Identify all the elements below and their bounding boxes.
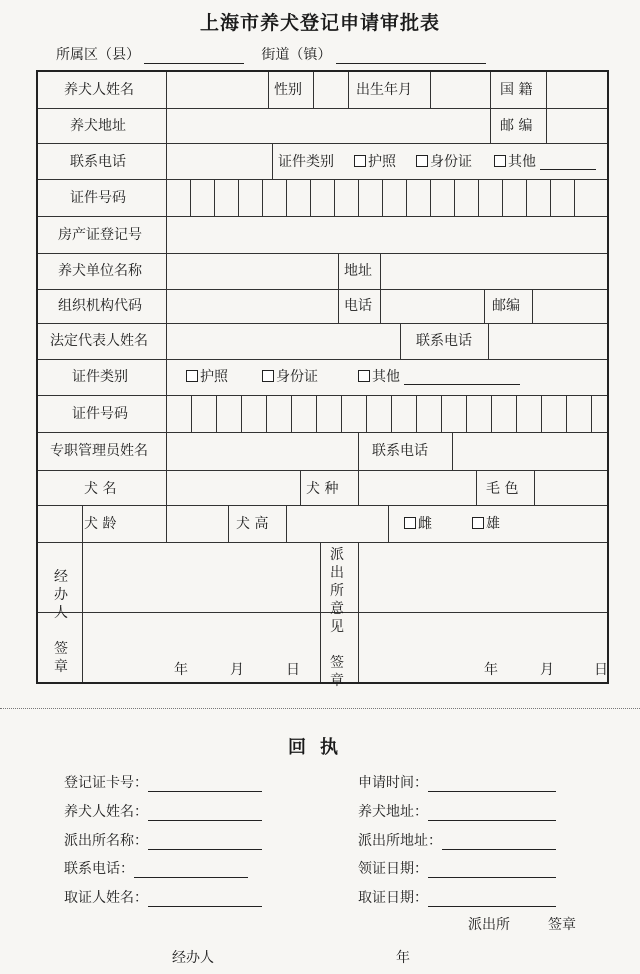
label-height: 犬 高: [236, 516, 269, 532]
label-manager-name: 专职管理员姓名: [50, 443, 148, 459]
grid-line: [454, 179, 455, 216]
grid-line: [291, 395, 292, 432]
police-opinion-label: [328, 546, 346, 690]
handler-char: [52, 622, 70, 640]
grid-line: [366, 395, 367, 432]
grid-line: [516, 395, 517, 432]
checkbox-male[interactable]: [472, 516, 500, 532]
tear-line: [0, 708, 640, 709]
grid-line: [534, 470, 535, 505]
label-id-type2: 证件类别: [72, 369, 128, 385]
grid-line: [266, 395, 267, 432]
grid-line: [166, 432, 167, 470]
grid-line: [400, 323, 401, 359]
grid-line: [416, 395, 417, 432]
checkbox-box[interactable]: [416, 155, 428, 167]
grid-line: [166, 289, 167, 323]
form-title: 上海市养犬登记申请审批表: [199, 12, 440, 34]
grid-line: [241, 395, 242, 432]
receipt-station: 派出所: [468, 917, 510, 933]
grid-line: [214, 179, 215, 216]
checkbox-label: 其他: [372, 369, 400, 385]
receipt-year: 年: [396, 950, 410, 966]
grid-line: [358, 432, 359, 470]
grid-line: [228, 505, 229, 542]
police-char: 见: [330, 619, 344, 635]
checkbox-box[interactable]: [494, 155, 506, 167]
grid-line: [338, 289, 339, 323]
label-id-number2: 证件号码: [72, 406, 128, 422]
grid-line: [546, 72, 547, 108]
receipt-title: 回执: [288, 737, 352, 758]
checkbox-label: 身份证: [430, 154, 472, 170]
other-id-input2[interactable]: [404, 372, 520, 385]
receipt-collect-date: 取证日期：: [358, 887, 556, 907]
grid-line: [166, 470, 167, 505]
street-label: 街道（镇）: [261, 47, 332, 63]
apply-time-input[interactable]: [428, 777, 556, 792]
grid-line: [430, 72, 431, 108]
police-char: 签: [330, 655, 344, 671]
police-month: 月: [540, 662, 554, 678]
label-nationality: 国 籍: [500, 82, 533, 98]
grid-line: [38, 289, 607, 290]
grid-line: [348, 72, 349, 108]
label-postcode2: 邮编: [492, 298, 520, 314]
receipt-phone: 联系电话：: [64, 858, 248, 878]
checkbox-other[interactable]: [494, 154, 596, 170]
handler-char: 经: [54, 569, 68, 585]
grid-line: [591, 395, 592, 432]
receipt-apply-time: 申请时间：: [358, 772, 556, 792]
grid-line: [358, 179, 359, 216]
checkbox-other2[interactable]: [358, 369, 520, 385]
label-contact-phone2: 联系电话: [372, 443, 428, 459]
grid-line: [490, 72, 491, 108]
grid-line: [491, 395, 492, 432]
police-char: 章: [330, 673, 344, 689]
handler-signature-label: [52, 568, 70, 676]
label-org-code: 组织机构代码: [58, 298, 142, 314]
label-owner-name: 养犬人姓名: [64, 82, 134, 98]
grid-line: [488, 323, 489, 359]
label-coat: 毛 色: [486, 481, 519, 497]
grid-line: [380, 253, 381, 289]
label-age: 犬 龄: [84, 516, 117, 532]
street-input[interactable]: [336, 49, 486, 64]
label-legal-rep: 法定代表人姓名: [50, 333, 148, 349]
grid-line: [313, 72, 314, 108]
grid-line: [238, 179, 239, 216]
checkbox-box[interactable]: [358, 370, 370, 382]
police-char: [328, 636, 346, 654]
handler-char: 办: [54, 587, 68, 603]
label-gender: 性别: [274, 82, 302, 98]
grid-line: [191, 395, 192, 432]
checkbox-box[interactable]: [354, 155, 366, 167]
label-owner-address: 养犬地址: [70, 118, 126, 134]
grid-line: [38, 470, 607, 471]
grid-line: [466, 395, 467, 432]
grid-line: [574, 179, 575, 216]
grid-line: [262, 179, 263, 216]
grid-line: [358, 470, 359, 505]
grid-line: [38, 253, 607, 254]
receipt-seal: 签章: [548, 917, 576, 933]
label-tel: 电话: [344, 298, 372, 314]
receipt-owner-name: 养犬人姓名：: [64, 801, 262, 821]
label-id-number: 证件号码: [70, 190, 126, 206]
checkbox-label: 其他: [508, 154, 536, 170]
grid-line: [166, 216, 167, 253]
grid-line: [166, 108, 167, 143]
grid-line: [502, 179, 503, 216]
grid-line: [341, 395, 342, 432]
label-birth: 出生年月: [356, 82, 412, 98]
police-char: 出: [330, 565, 344, 581]
grid-line: [441, 395, 442, 432]
grid-line: [300, 470, 301, 505]
checkbox-label: 雌: [418, 516, 432, 532]
grid-line: [388, 505, 389, 542]
grid-line: [316, 395, 317, 432]
checkbox-label: 雄: [486, 516, 500, 532]
grid-line: [526, 179, 527, 216]
grid-line: [190, 179, 191, 216]
station-address-input[interactable]: [442, 835, 556, 850]
label-unit-name: 养犬单位名称: [58, 263, 142, 279]
grid-line: [38, 216, 607, 217]
grid-line: [320, 542, 321, 682]
receipt-phone-input[interactable]: [134, 863, 248, 878]
checkbox-box[interactable]: [262, 370, 274, 382]
receipt-owner-address: 养犬地址：: [358, 801, 556, 821]
grid-line: [166, 395, 167, 432]
application-table: [36, 70, 609, 689]
checkbox-passport[interactable]: [354, 154, 396, 170]
grid-line: [38, 395, 607, 396]
other-id-input[interactable]: [540, 157, 596, 170]
district-line: [56, 44, 486, 64]
grid-line: [391, 395, 392, 432]
grid-line: [358, 542, 359, 682]
label-address: 地址: [344, 263, 372, 279]
issue-date-input[interactable]: [428, 863, 556, 878]
grid-line: [38, 359, 607, 360]
label-postcode: 邮 编: [500, 118, 533, 134]
checkbox-box[interactable]: [472, 517, 484, 529]
grid-line: [38, 432, 607, 433]
receipt-owner-address-input[interactable]: [428, 806, 556, 821]
grid-line: [216, 395, 217, 432]
card-no-input[interactable]: [148, 777, 262, 792]
label-id-type: 证件类别: [278, 154, 334, 170]
receipt-collector: 取证人姓名：: [64, 887, 262, 907]
receipt-issue-date: 领证日期：: [358, 858, 556, 878]
handler-char: 章: [54, 659, 68, 675]
grid-line: [338, 253, 339, 289]
grid-line: [166, 505, 167, 542]
checkbox-box[interactable]: [404, 517, 416, 529]
grid-line: [166, 359, 167, 395]
receipt-station-name: 派出所名称：: [64, 830, 262, 850]
label-phone: 联系电话: [70, 154, 126, 170]
grid-line: [38, 143, 607, 144]
grid-line: [38, 612, 607, 613]
grid-line: [272, 143, 273, 179]
grid-line: [166, 253, 167, 289]
handler-char: 签: [54, 641, 68, 657]
station-name-input[interactable]: [148, 835, 262, 850]
handler-year: 年: [174, 662, 188, 678]
collect-date-input[interactable]: [428, 892, 556, 907]
grid-line: [166, 72, 167, 108]
handler-month: 月: [230, 662, 244, 678]
grid-line: [484, 289, 485, 323]
receipt-station-address: 派出所地址：: [358, 830, 556, 850]
county-input[interactable]: [144, 49, 244, 64]
grid-line: [541, 395, 542, 432]
collector-input[interactable]: [148, 892, 262, 907]
grid-line: [82, 505, 83, 542]
grid-line: [38, 323, 607, 324]
grid-line: [430, 179, 431, 216]
county-label: 所属区（县）: [56, 47, 140, 63]
checkbox-label: 身份证: [276, 369, 318, 385]
grid-line: [166, 143, 167, 179]
grid-line: [82, 542, 83, 682]
grid-line: [490, 108, 491, 143]
grid-line: [38, 108, 607, 109]
checkbox-id-card[interactable]: [416, 154, 472, 170]
checkbox-box[interactable]: [186, 370, 198, 382]
label-contact-phone: 联系电话: [416, 333, 472, 349]
checkbox-label: 护照: [200, 369, 228, 385]
grid-line: [38, 505, 607, 506]
grid-line: [382, 179, 383, 216]
police-year: 年: [484, 662, 498, 678]
grid-line: [334, 179, 335, 216]
label-dog-name: 犬 名: [84, 481, 117, 497]
grid-line: [166, 323, 167, 359]
handler-char: 人: [54, 605, 68, 621]
receipt-owner-name-input[interactable]: [148, 806, 262, 821]
grid-line: [566, 395, 567, 432]
label-breed: 犬 种: [306, 481, 339, 497]
grid-line: [532, 289, 533, 323]
police-char: 所: [330, 583, 344, 599]
police-char: 意: [330, 601, 344, 617]
grid-line: [286, 505, 287, 542]
police-day: 日: [594, 662, 608, 678]
label-property-cert: 房产证登记号: [58, 227, 142, 243]
grid-line: [478, 179, 479, 216]
grid-line: [38, 179, 607, 180]
grid-line: [476, 470, 477, 505]
grid-line: [406, 179, 407, 216]
grid-line: [452, 432, 453, 470]
grid-line: [38, 542, 607, 543]
checkbox-passport2[interactable]: [186, 369, 228, 385]
grid-line: [550, 179, 551, 216]
grid-line: [310, 179, 311, 216]
police-char: 派: [330, 547, 344, 563]
grid-line: [286, 179, 287, 216]
checkbox-id-card2[interactable]: [262, 369, 318, 385]
handler-day: 日: [286, 662, 300, 678]
checkbox-female[interactable]: [404, 516, 432, 532]
receipt-card-no: 登记证卡号：: [64, 772, 262, 792]
checkbox-label: 护照: [368, 154, 396, 170]
grid-line: [546, 108, 547, 143]
grid-line: [268, 72, 269, 108]
grid-line: [166, 179, 167, 216]
grid-line: [380, 289, 381, 323]
receipt-handler: 经办人: [172, 950, 214, 966]
